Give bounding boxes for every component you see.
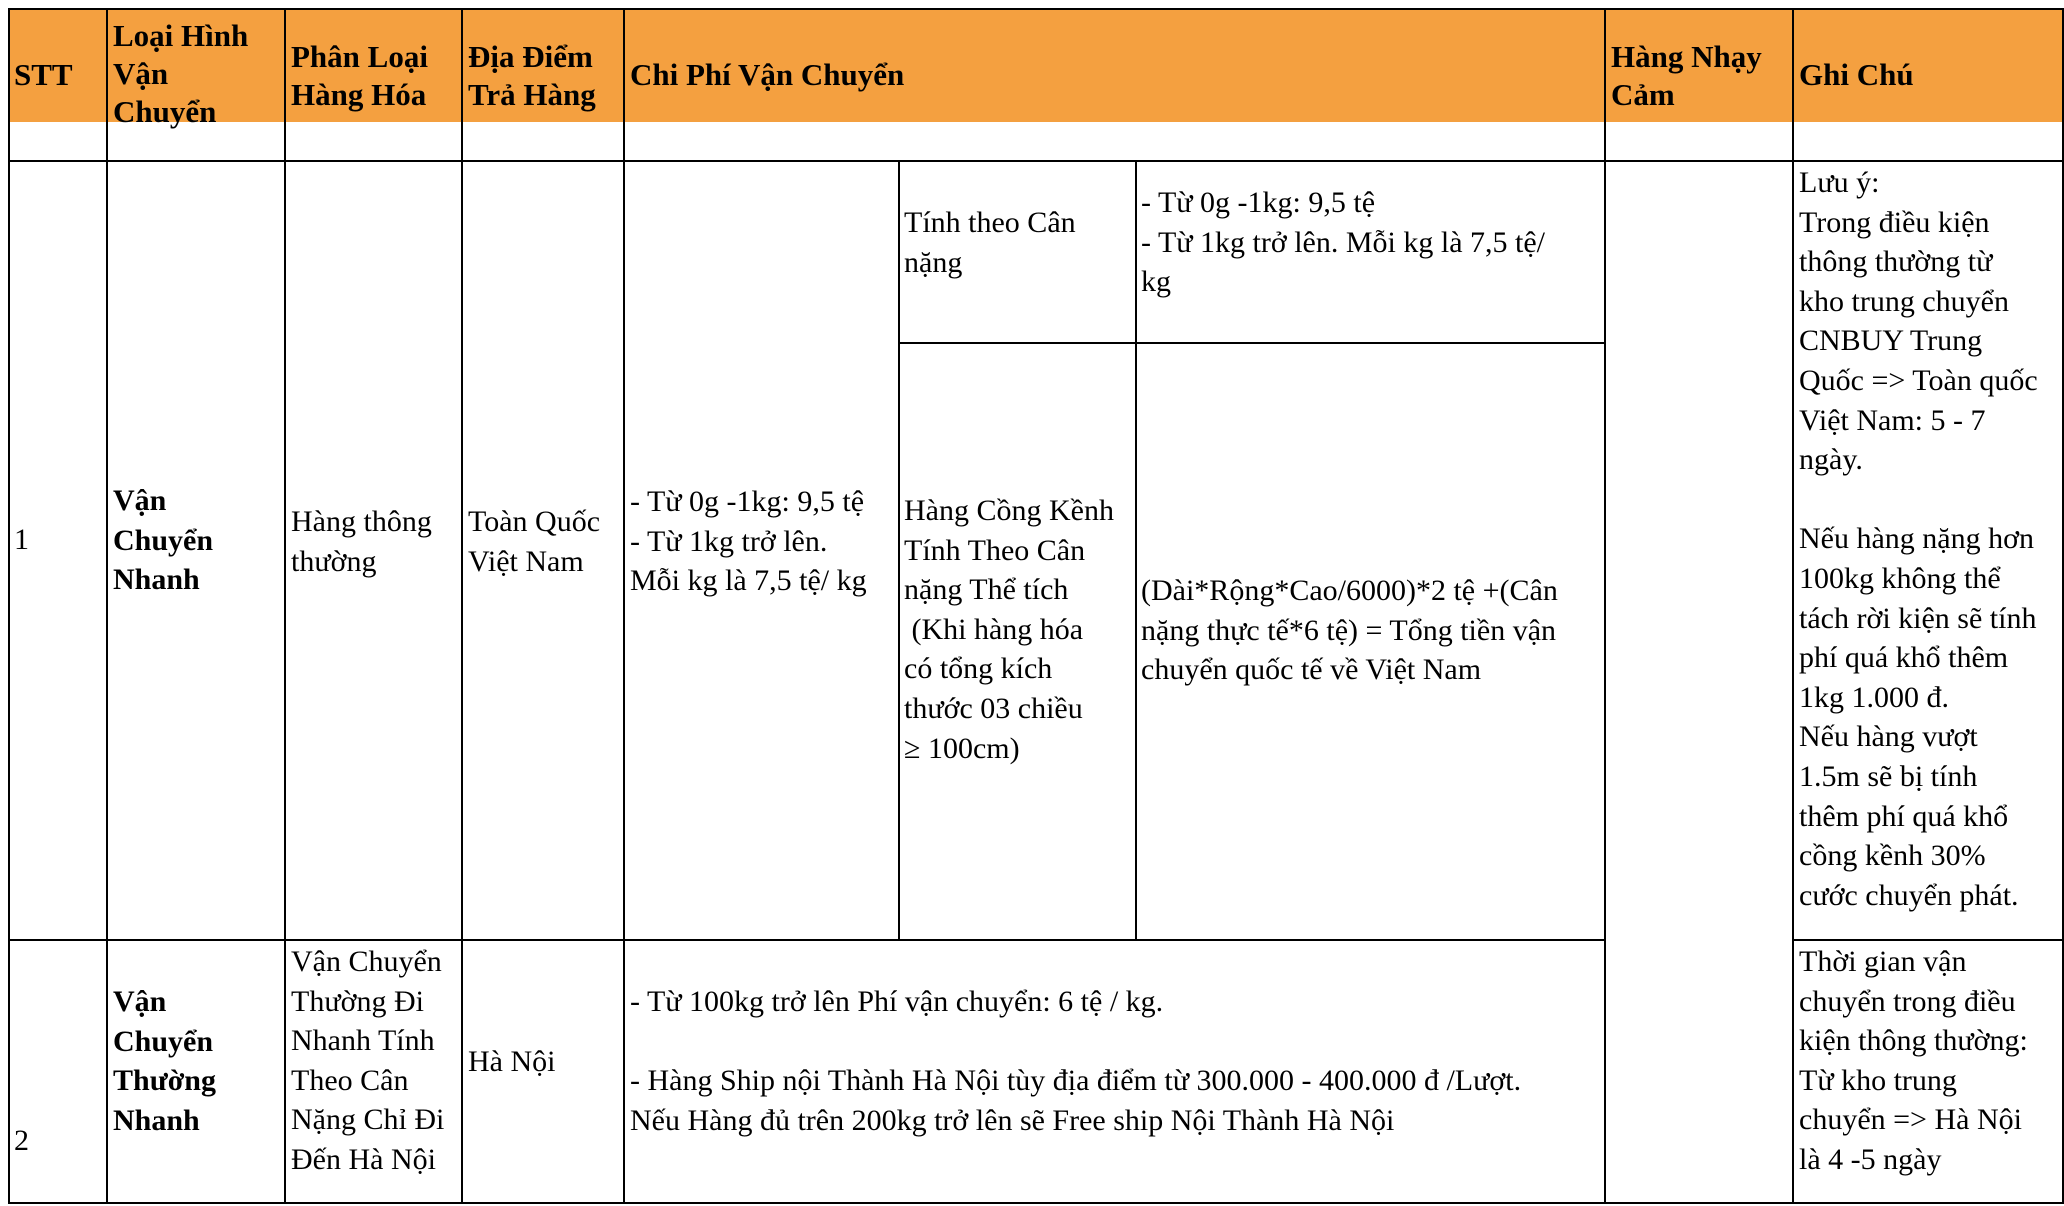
grid-line: [1604, 8, 1606, 1204]
row2-ghi-chu: Thời gian vận chuyển trong điều kiện thông thường: Từ kho trung chuyển => Hà Nội là 4 -5 ngày: [1799, 945, 2028, 1176]
header-dia-diem: Địa Điểm Trả Hàng: [468, 39, 596, 112]
header-phan-loai: Phân Loại Hàng Hóa: [291, 39, 428, 112]
header-ghi-chu: Ghi Chú: [1799, 57, 1914, 92]
row2-dia-diem: Hà Nội: [468, 1045, 556, 1078]
grid-line: [461, 8, 463, 1204]
row1-sub2-value: (Dài*Rộng*Cao/6000)*2 tệ +(Cân nặng thực tế*6 tệ) = Tổng tiền vận chuyển quốc tế về Việt Nam: [1141, 574, 1558, 687]
row1-sub1-label: Tính theo Cân nặng: [904, 206, 1076, 279]
header-chi-phi: Chi Phí Vận Chuyển: [630, 57, 905, 92]
grid-line: [8, 160, 2064, 162]
row2-stt: 2: [14, 1124, 29, 1157]
row2-chi-phi: - Từ 100kg trở lên Phí vận chuyển: 6 tệ / kg. - Hàng Ship nội Thành Hà Nội tùy địa điểm từ 300.000 - 400.000 đ /Lượt. Nếu Hàng đủ trên 200kg trở lên sẽ Free ship Nội Thành Hà Nội: [630, 985, 1522, 1137]
grid-line: [8, 1202, 2064, 1204]
row1-sub2-label: Hàng Cồng Kềnh Tính Theo Cân nặng Thể tích (Khi hàng hóa có tổng kích thước 03 chiều ≥ 100cm): [904, 494, 1114, 765]
grid-line: [1135, 160, 1137, 941]
row2-phan-loai: Vận Chuyển Thường Đi Nhanh Tính Theo Cân Nặng Chỉ Đi Đến Hà Nội: [291, 945, 445, 1176]
header-stt: STT: [14, 57, 73, 92]
row1-stt: 1: [14, 523, 29, 556]
grid-line: [898, 160, 900, 941]
row1-chi-phi-chung: - Từ 0g -1kg: 9,5 tệ - Từ 1kg trở lên. Mỗi kg là 7,5 tệ/ kg: [630, 485, 867, 598]
header-hang-nhay-cam: Hàng Nhạy Cảm: [1611, 39, 1762, 112]
row2-loai-hinh: Vận Chuyển Thường Nhanh: [113, 985, 216, 1137]
grid-line: [8, 939, 1604, 941]
row1-phan-loai: Hàng thông thường: [291, 505, 432, 578]
row1-loai-hinh: Vận Chuyển Nhanh: [113, 484, 214, 597]
grid-line: [1792, 8, 1794, 1204]
row1-ghi-chu: Lưu ý: Trong điều kiện thông thường từ kho trung chuyển CNBUY Trung Quốc => Toàn quốc Việt Nam: 5 - 7 ngày. Nếu hàng nặng hơn 100kg không thể tách rời kiện sẽ tính phí quá khổ thêm 1kg 1.000 đ. Nếu hàng vượt 1.5m sẽ bị tính thêm phí quá khổ cồng kềnh 30% cước chuyển phát.: [1799, 166, 2038, 912]
grid-line: [623, 8, 625, 1204]
row1-sub1-value: - Từ 0g -1kg: 9,5 tệ - Từ 1kg trở lên. Mỗi kg là 7,5 tệ/ kg: [1141, 186, 1546, 299]
grid-line: [8, 8, 10, 1204]
header-loai-hinh: Loại Hình Vận Chuyển: [113, 18, 249, 129]
grid-line: [284, 8, 286, 1204]
grid-line: [106, 8, 108, 1204]
grid-line: [1792, 939, 2064, 941]
row1-dia-diem: Toàn Quốc Việt Nam: [468, 505, 601, 578]
grid-line: [898, 342, 1604, 344]
grid-line: [8, 8, 2064, 10]
